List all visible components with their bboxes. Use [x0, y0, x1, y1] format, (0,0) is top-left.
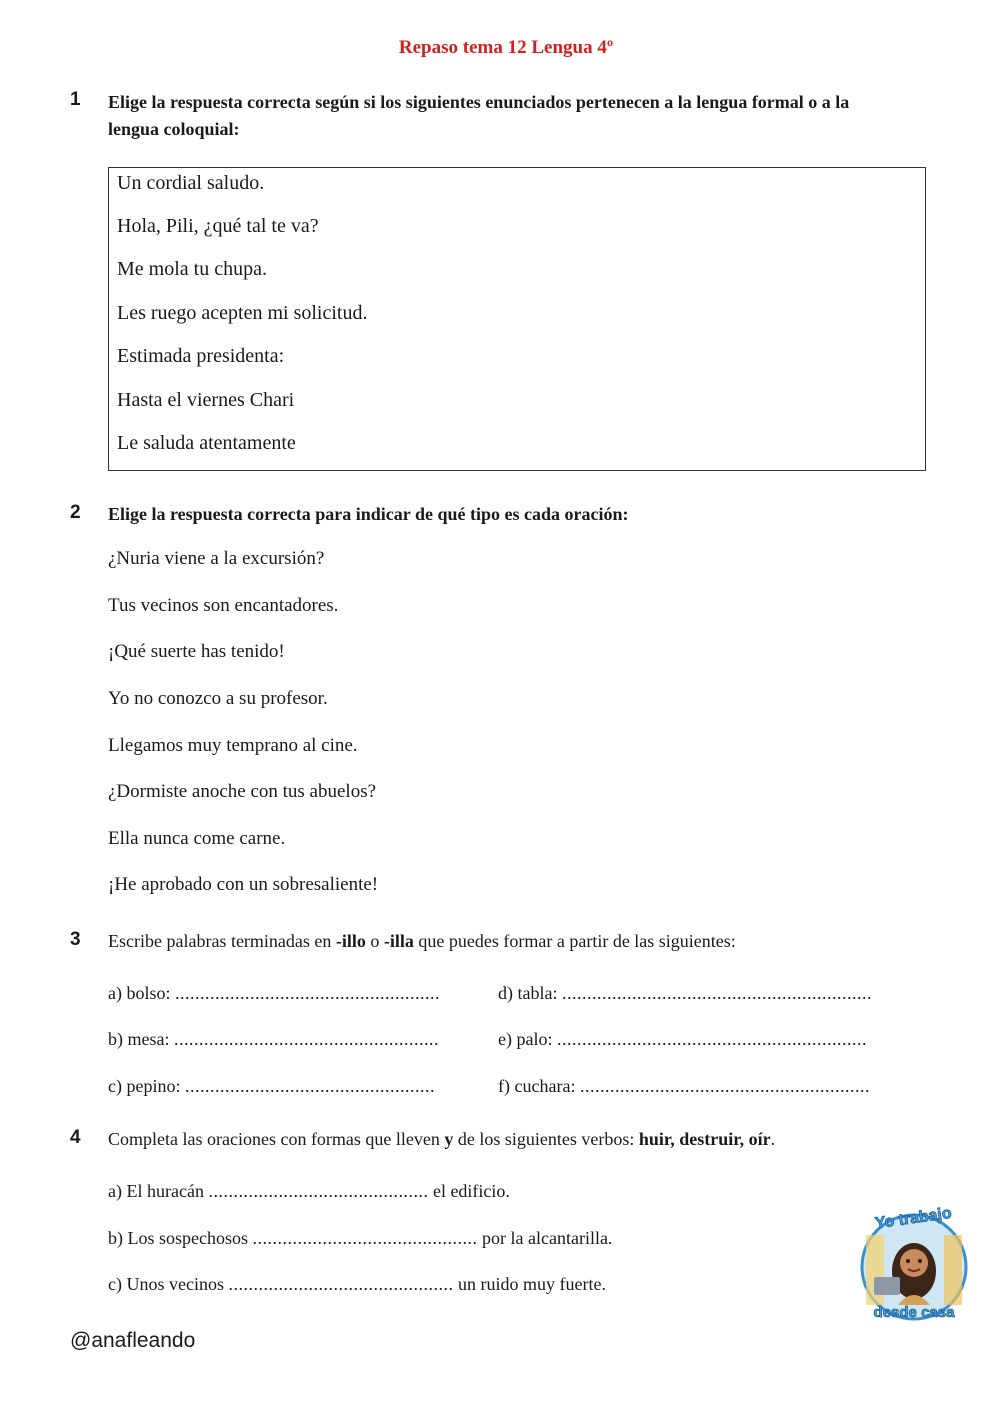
question-4-instruction: Completa las oraciones con formas que lleven y de los siguientes verbos: huir, destruir, oír.	[108, 1129, 776, 1149]
answer-blank[interactable]: .....................................................	[175, 983, 440, 1003]
fill-item-b: b) mesa: .....................................................	[108, 1029, 439, 1049]
question-1-item[interactable]: Hasta el viernes Chari	[117, 389, 295, 411]
question-1-instruction-line2: lengua coloquial:	[108, 119, 240, 139]
badge-illustration-icon	[858, 1205, 970, 1323]
answer-blank[interactable]: ..............................................................	[556, 1029, 867, 1049]
question-2-sentence[interactable]: ¡Qué suerte has tenido!	[108, 641, 285, 662]
svg-text:Yo trabajo: Yo trabajo	[874, 1205, 953, 1233]
fill-item-f: f) cuchara: ..........................................................	[498, 1076, 870, 1096]
question-2-sentence[interactable]: ¡He aprobado con un sobresaliente!	[108, 874, 379, 895]
answer-blank[interactable]: .............................................	[228, 1274, 454, 1294]
question-1-item[interactable]: Un cordial saludo.	[117, 172, 265, 194]
question-2-sentence[interactable]: Tus vecinos son encantadores.	[108, 595, 339, 616]
fill-item-c: c) pepino: ..................................................	[108, 1076, 435, 1096]
page-title: Repaso tema 12 Lengua 4º	[398, 37, 614, 58]
answer-blank[interactable]: ..................................................	[184, 1076, 435, 1096]
question-number-4: 4	[70, 1127, 81, 1148]
answer-blank[interactable]: ..............................................................	[561, 983, 872, 1003]
sentence-item-b: b) Los sospechosos ............................................. por la alcantarilla.	[108, 1228, 613, 1248]
answer-blank[interactable]: .............................................	[252, 1228, 478, 1248]
question-3-instruction: Escribe palabras terminadas en -illo o -illa que puedes formar a partir de las siguientes:	[108, 931, 736, 951]
question-1-instruction-line1: Elige la respuesta correcta según si los siguientes enunciados pertenecen a la lengua formal o a la	[108, 92, 850, 112]
question-2-sentence[interactable]: Ella nunca come carne.	[108, 828, 286, 849]
question-2-instruction: Elige la respuesta correcta para indicar de qué tipo es cada oración:	[108, 504, 629, 524]
yo-trabajo-desde-casa-badge	[858, 1205, 970, 1323]
question-1-item[interactable]: Le saluda atentamente	[117, 432, 296, 454]
question-2-sentence[interactable]: ¿Nuria viene a la excursión?	[108, 548, 325, 569]
question-1-item[interactable]: Me mola tu chupa.	[117, 258, 267, 280]
question-1-instruction	[108, 89, 849, 143]
answer-blank[interactable]: ..........................................................	[579, 1076, 870, 1096]
fill-item-e: e) palo: ..............................................................	[498, 1029, 867, 1049]
author-handle: @anafleando	[70, 1329, 196, 1352]
question-number-3: 3	[70, 929, 81, 950]
question-number-2: 2	[70, 502, 81, 523]
question-1-box	[108, 167, 926, 471]
question-1-item[interactable]: Estimada presidenta:	[117, 345, 285, 367]
sentence-item-c: c) Unos vecinos ............................................. un ruido muy fuerte.	[108, 1274, 606, 1294]
question-1-item[interactable]: Les ruego acepten mi solicitud.	[117, 302, 368, 324]
question-2-sentence[interactable]: Llegamos muy temprano al cine.	[108, 735, 358, 756]
sentence-item-a: a) El huracán ............................................ el edificio.	[108, 1181, 510, 1201]
answer-blank[interactable]: .....................................................	[173, 1029, 439, 1049]
question-number-1: 1	[70, 89, 81, 110]
question-2-sentence[interactable]: ¿Dormiste anoche con tus abuelos?	[108, 781, 377, 802]
question-1-item[interactable]: Hola, Pili, ¿qué tal te va?	[117, 215, 319, 237]
question-2-sentence[interactable]: Yo no conozco a su profesor.	[108, 688, 328, 709]
fill-item-a: a) bolso: .....................................................	[108, 983, 440, 1003]
fill-item-d: d) tabla: ..............................................................	[498, 983, 872, 1003]
svg-text:desde casa: desde casa	[873, 1304, 955, 1321]
answer-blank[interactable]: ............................................	[208, 1181, 429, 1201]
